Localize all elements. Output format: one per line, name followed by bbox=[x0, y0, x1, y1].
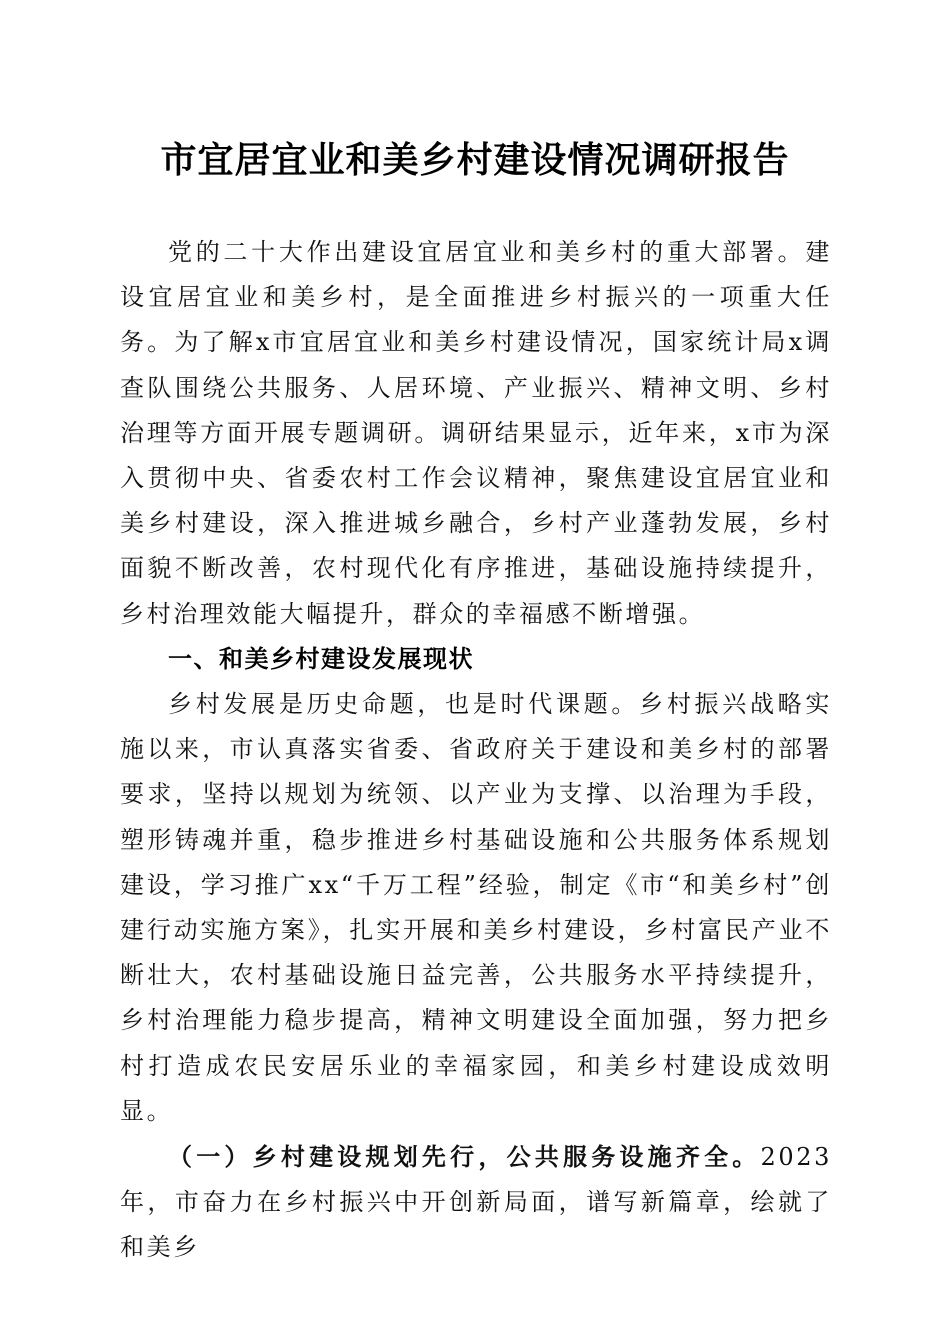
document-title: 市宜居宜业和美乡村建设情况调研报告 bbox=[160, 139, 790, 181]
subsection-1-paragraph bbox=[120, 1134, 832, 1271]
section-heading-1: 一、和美乡村建设发展现状 bbox=[168, 644, 474, 673]
section-1-paragraph: 乡村发展是历史命题，也是时代课题。乡村振兴战略实施以来，市认真落实省委、省政府关于建设和美乡村的部署要求，坚持以规划为统领、以产业为支撑、以治理为手段，塑形铸魂并重，稳步推进乡村基础设施和公共服务体系规划建设，学习推广xx“千万工程”经验，制定《市“和美乡村”创建行动实施方案》，扎实开展和美乡村建设，乡村富民产业不断壮大，农村基础设施日益完善，公共服务水平持续提升，乡村治理能力稳步提高，精神文明建设全面加强，努力把乡村打造成农民安居乐业的幸福家园，和美乡村建设成效明显。 bbox=[120, 690, 832, 1125]
intro-paragraph: 党的二十大作出建设宜居宜业和美乡村的重大部署。建设宜居宜业和美乡村，是全面推进乡村振兴的一项重大任务。为了解x市宜居宜业和美乡村建设情况，国家统计局x调查队围绕公共服务、人居环境、产业振兴、精神文明、乡村治理等方面开展专题调研。调研结果显示，近年来，x市为深入贯彻中央、省委农村工作会议精神，聚焦建设宜居宜业和美乡村建设，深入推进城乡融合，乡村产业蓬勃发展，乡村面貌不断改善，农村现代化有序推进，基础设施持续提升，乡村治理效能大幅提升，群众的幸福感不断增强。 bbox=[120, 238, 832, 628]
document-body bbox=[120, 230, 832, 1271]
subsection-1-text: 2023年，市奋力在乡村振兴中开创新局面，谱写新篇章，绘就了和美乡 bbox=[120, 1143, 832, 1262]
subsection-1-heading: （一）乡村建设规划先行，公共服务设施齐全。 bbox=[168, 1142, 761, 1172]
